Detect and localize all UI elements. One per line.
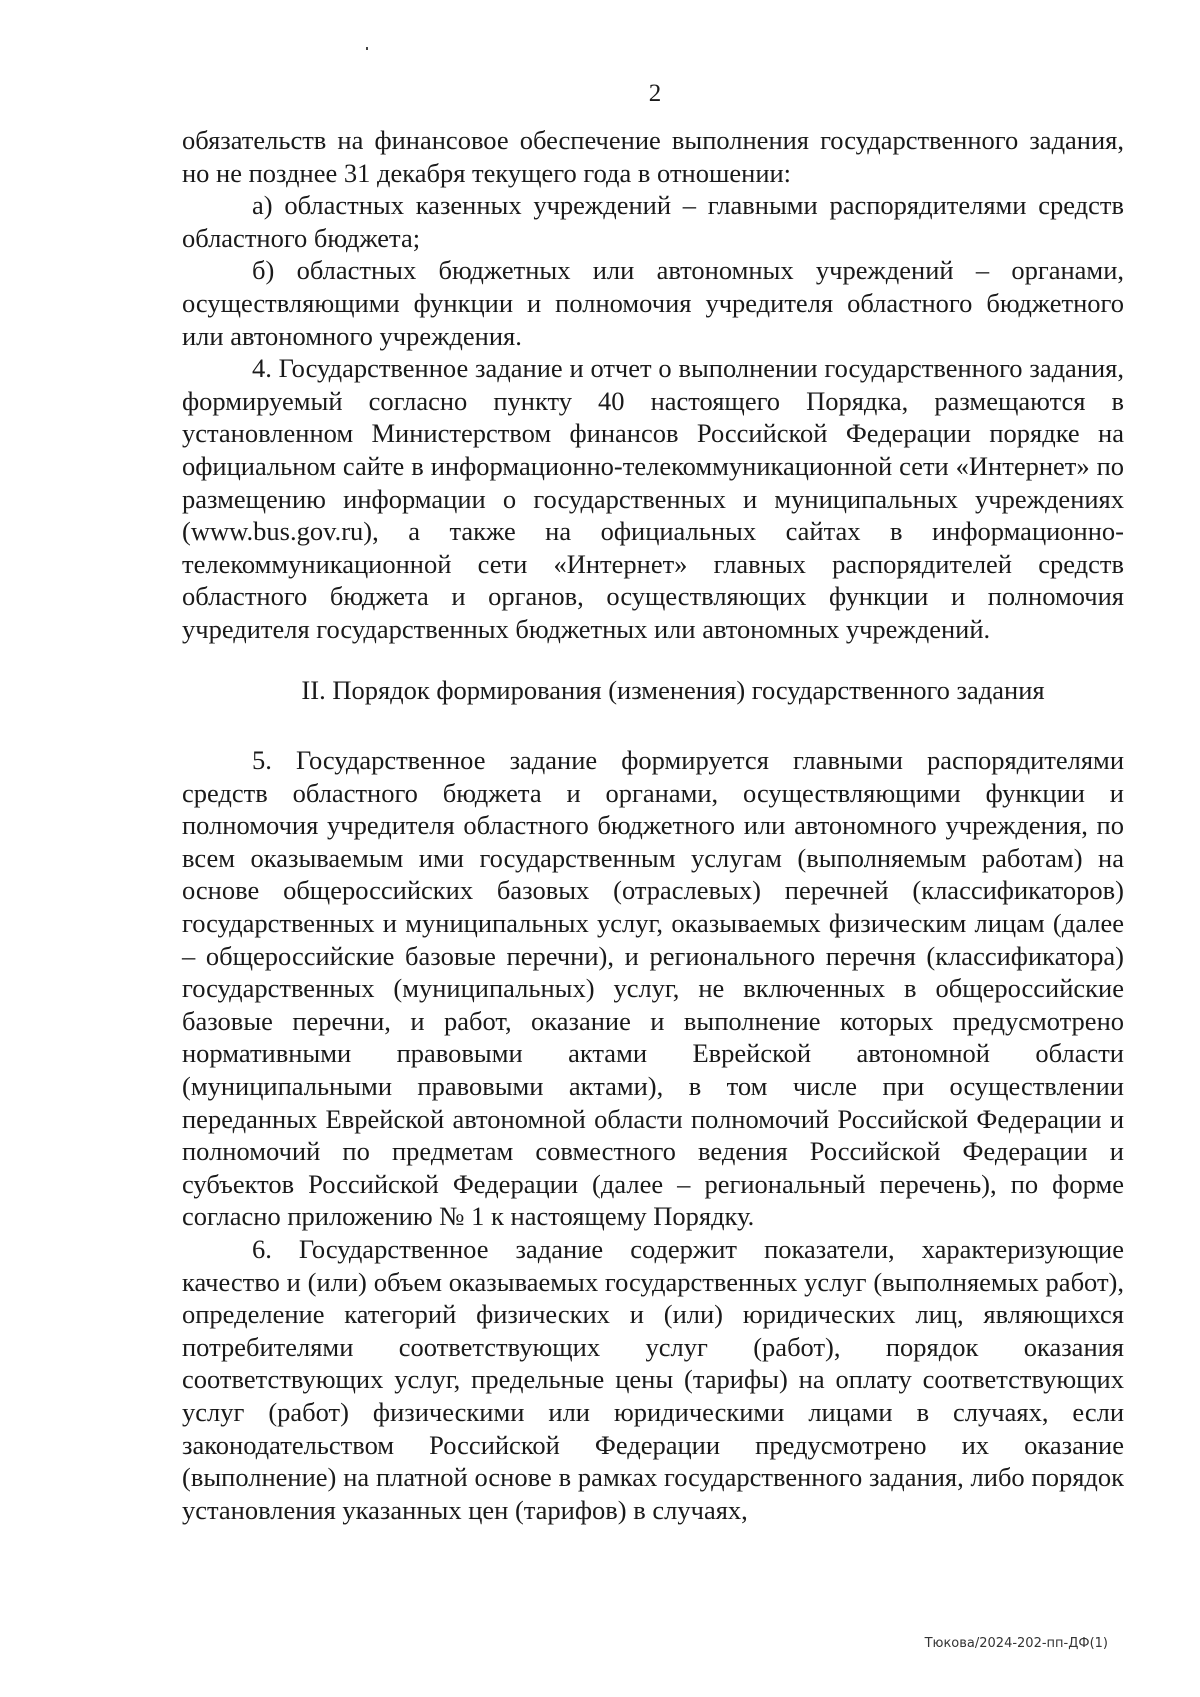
document-code: Тюкова/2024-202-пп-ДФ(1) [924, 1636, 1108, 1651]
page-number: 2 [648, 80, 662, 107]
section-heading: II. Порядок формирования (изменения) государственного задания [301, 674, 1045, 705]
paragraph-4: 4. Государственное задание и отчет о выполнении государственного задания, формируемый согласно пункту 40 настоящего Порядка, размещаются в установленном Министерством финансов Российской Федерации порядке на официальном сайте в информационно-телекоммуникационной сети «Интернет» по размещению информации о государственных и муниципальных учреждениях (www.bus.gov.ru), а также на официальных сайтах в информационно-телекоммуникационной сети «Интернет» главных распорядителей средств областного бюджета и органов, осуществляющих функции и полномочия учредителя государственных бюджетных или автономных учреждений. [182, 353, 1124, 644]
paragraph-5: 5. Государственное задание формируется главными распорядителями средств областного бюджета и органами, осуществляющими функции и полномочия учредителя областного бюджетного или автономного учреждения, по всем оказываемым ими государственным услугам (выполняемым работам) на основе общероссийских базовых (отраслевых) перечней (классификаторов) государственных и муниципальных услуг, оказываемых физическим лицам (далее – общероссийские базовые перечни), и регионального перечня (классификатора) государственных (муниципальных) услуг, не включенных в общероссийские базовые перечни, и работ, оказание и выполнение которых предусмотрено нормативными правовыми актами Еврейской автономной области (муниципальными правовыми актами), в том числе при осуществлении переданных Еврейской автономной области полномочий Российской Федерации и полномочий по предметам совместного ведения Российской Федерации и субъектов Российской Федерации (далее – региональный перечень), по форме согласно приложению № 1 к настоящему Порядку. [182, 745, 1124, 1232]
paragraph-item-b: б) областных бюджетных или автономных учреждений – органами, осуществляющими функции и полномочия учредителя областного бюджетного или автономного учреждения. [182, 255, 1124, 351]
paragraph-6: 6. Государственное задание содержит показатели, характеризующие качество и (или) объем оказываемых государственных услуг (выполняемых работ), определение категорий физических и (или) юридических лиц, являющихся потребителями соответствующих услуг (работ), порядок оказания соответствующих услуг, предельные цены (тарифы) на оплату соответствующих услуг (работ) физическими или юридическими лицами в случаях, если законодательством Российской Федерации предусмотрено их оказание (выполнение) на платной основе в рамках государственного задания, либо порядок установления указанных цен (тарифов) в случаях, [182, 1234, 1124, 1525]
document-body [182, 124, 1124, 1526]
paragraph-item-a: а) областных казенных учреждений – главными распорядителями средств областного бюджета; [182, 190, 1124, 253]
paragraph-continuation: обязательств на финансовое обеспечение выполнения государственного задания, но не позднее 31 декабря текущего года в отношении: [182, 125, 1124, 188]
scan-speck [366, 47, 368, 50]
